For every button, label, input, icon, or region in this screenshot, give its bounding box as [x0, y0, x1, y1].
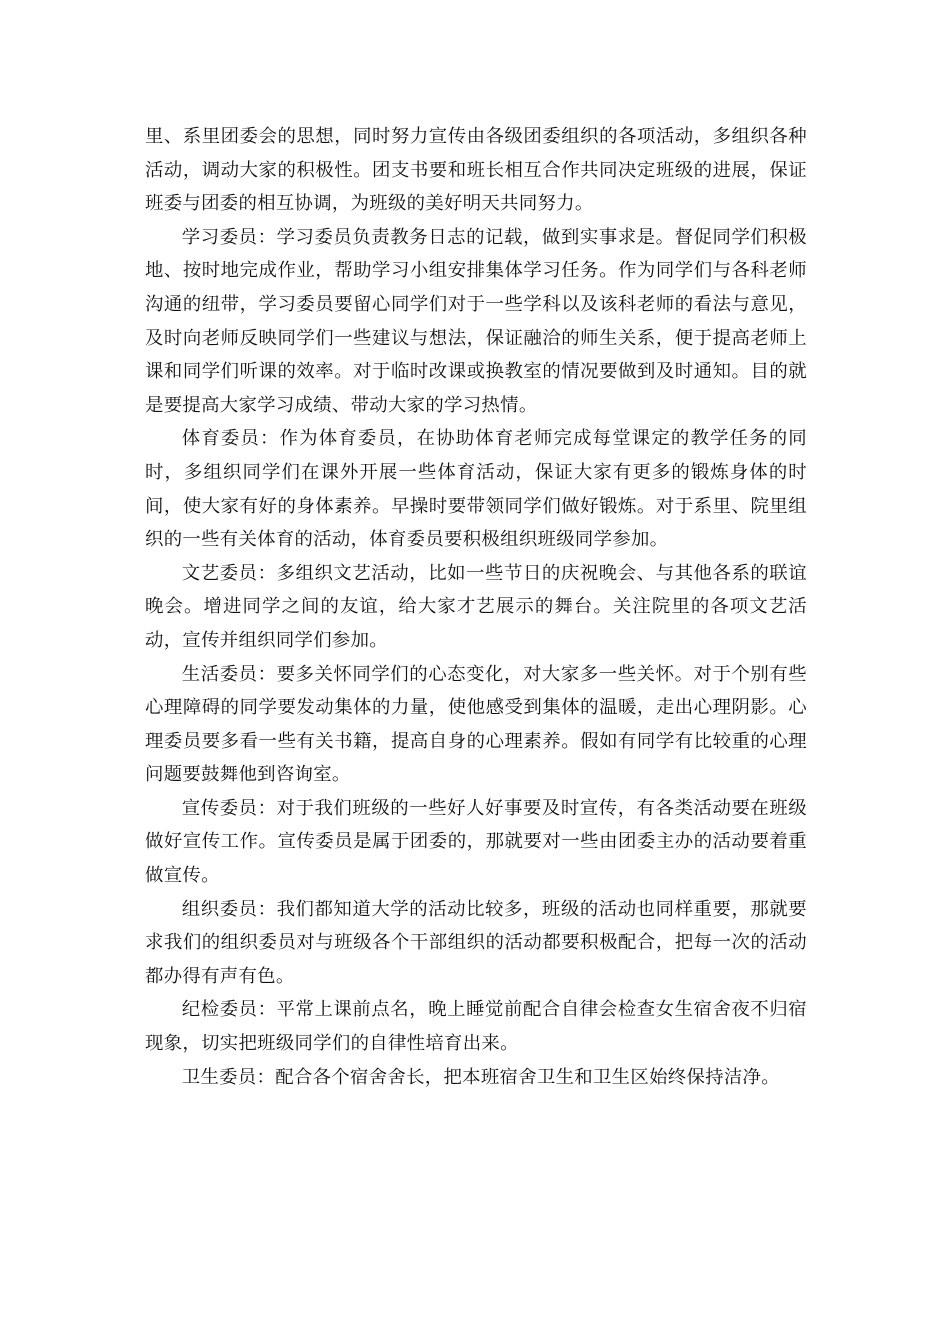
paragraph-arts-committee: 文艺委员：多组织文艺活动，比如一些节日的庆祝晚会、与其他各系的联谊晚会。增进同学之间的友谊，给大家才艺展示的舞台。关注院里的各项文艺活动，宣传并组织同学们参加。	[145, 562, 807, 651]
document-body	[145, 120, 807, 1094]
paragraph-discipline-committee: 纪检委员：平常上课前点名，晚上睡觉前配合自律会检查女生宿舍夜不归宿现象，切实把班级同学们的自律性培育出来。	[145, 999, 807, 1055]
paragraph-life-committee: 生活委员：要多关怀同学们的心态变化，对大家多一些关怀。对于个别有些心理障碍的同学要发动集体的力量，使他感受到集体的温暖，走出心理阴影。心理委员要多看一些有关书籍，提高自身的心理素养。假如有同学有比较重的心理问题要鼓舞他到咨询室。	[145, 663, 807, 786]
paragraph-publicity-committee: 宣传委员：对于我们班级的一些好人好事要及时宣传，有各类活动要在班级做好宣传工作。宣传委员是属于团委的，那就要对一些由团委主办的活动要着重做宣传。	[145, 797, 807, 887]
paragraph-league-secretary-continued: 里、系里团委会的思想，同时努力宣传由各级团委组织的各项活动，多组织各种活动，调动大家的积极性。团支书要和班长相互合作共同决定班级的进展，保证班委与团委的相互协调，为班级的美好明天共同努力。	[145, 126, 807, 215]
paragraph-organization-committee: 组织委员：我们都知道大学的活动比较多，班级的活动也同样重要，那就要求我们的组织委员对与班级各个干部组织的活动都要积极配合，把每一次的活动都办得有声有色。	[145, 898, 807, 987]
paragraph-hygiene-committee: 卫生委员：配合各个宿舍舍长，把本班宿舍卫生和卫生区始终保持洁净。	[181, 1066, 780, 1088]
paragraph-study-committee: 学习委员：学习委员负责教务日志的记载，做到实事求是。督促同学们积极地、按时地完成作业，帮助学习小组安排集体学习任务。作为同学们与各科老师沟通的纽带，学习委员要留心同学们对于一些学科以及该科老师的看法与意见，及时向老师反映同学们一些建议与想法，保证融洽的师生关系，便于提高老师上课和同学们听课的效率。对于临时改课或换教室的情况要做到及时通知。目的就是要提高大家学习成绩、带动大家的学习热情。	[145, 226, 807, 416]
paragraph-sports-committee: 体育委员：作为体育委员，在协助体育老师完成每堂课定的教学任务的同时，多组织同学们在课外开展一些体育活动，保证大家有更多的锻炼身体的时间，使大家有好的身体素养。早操时要带领同学们做好锻炼。对于系里、院里组织的一些有关体育的活动，体育委员要积极组织班级同学参加。	[145, 428, 807, 551]
